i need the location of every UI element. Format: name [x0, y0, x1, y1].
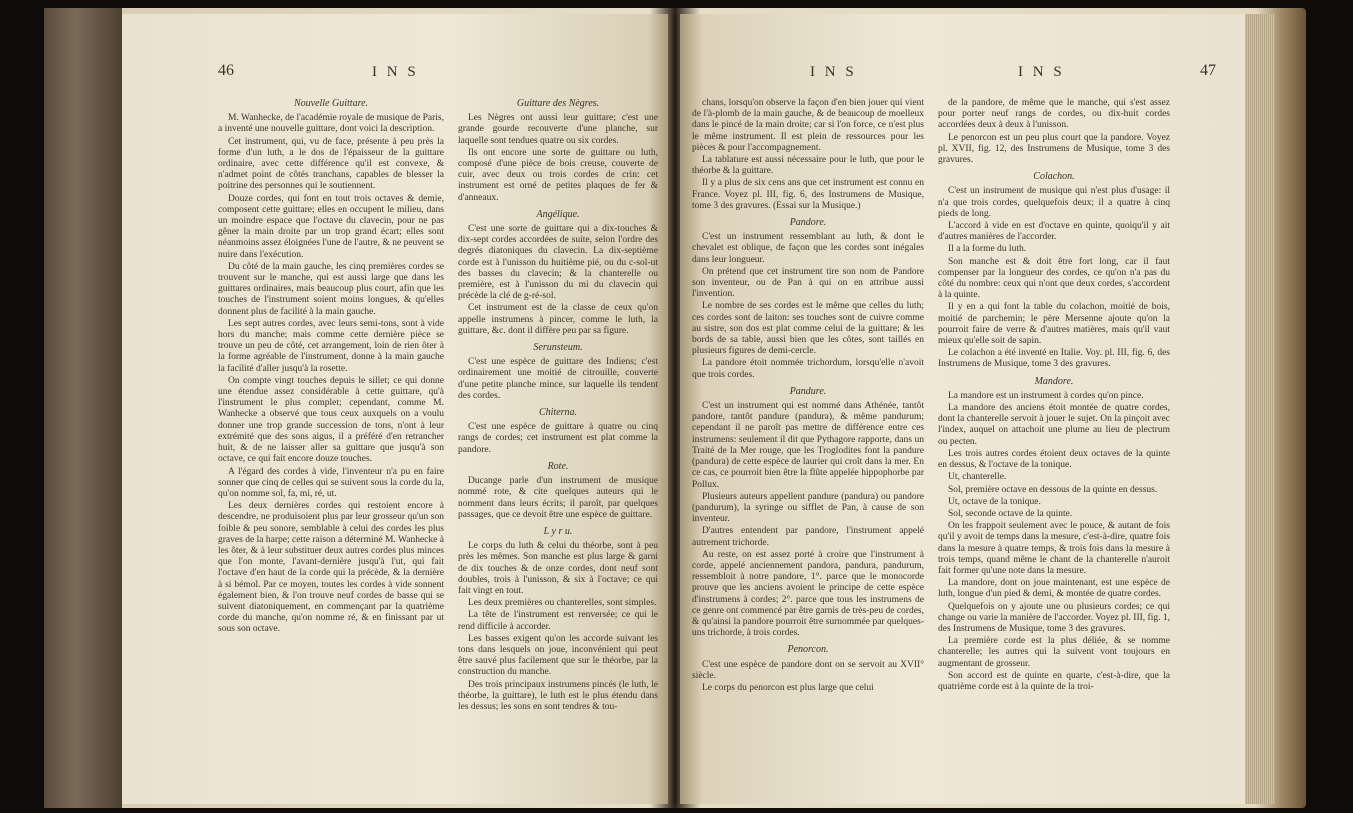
- paragraph: C'est un instrument ressemblant au luth, & dont le chevalet est oblique, de façon que les cordes sont inégales dans leur longueur.: [692, 232, 924, 265]
- paragraph: Les deux dernières cordes qui restoient encore à descendre, ne produisoient plus par leur grosseur qu'un son foible & peu sonore, semblable à celui des cordes les plus graves de la harpe; cette raison a déterminé M. Wanhecke à les ôter, & à leur substituer deux autres cordes plus minces que l'on monte, l'avant-dernière jusqu'à l'ut, qui fait l'octave d'en haut de la corde qui la précède, & la dernière à si bémol. Par ce moyen, toutes les cordes à vide sonnent également bien, & l'on trouve neuf cordes de basse qui se suivent diatoniquement, en commençant par la quatrième corde du manche, qu'on nomme ré, & en finissant par ut sous son octave.: [218, 501, 444, 635]
- paragraph: A l'égard des cordes à vide, l'inventeur n'a pu en faire sonner que cinq de celles qui se suivent sous la corde du la, qu'on nomme sol, fa, mi, ré, ut.: [218, 466, 444, 499]
- section-heading: Penorcon.: [787, 644, 829, 656]
- page-edges: [1245, 14, 1275, 804]
- paragraph: Sol, première octave en dessous de la quinte en dessus.: [948, 484, 1158, 495]
- paragraph: Le penorcon est un peu plus court que la pandore. Voyez pl. XVII, fig. 12, des Instrumens de Musique, tome 3 des gravures.: [938, 132, 1170, 166]
- paragraph: Plusieurs auteurs appellent pandure (pandura) ou pandore (pandurum), la syringe ou sifflet de Pan, à cause de son inventeur.: [692, 491, 924, 525]
- section-heading: Chiterna.: [538, 407, 578, 419]
- running-head-right-2: I N S: [1018, 64, 1065, 80]
- right-page-column-1: [692, 98, 924, 695]
- paragraph: Du côté de la main gauche, les cinq premières cordes se trouvent sur le manche, qui est aussi large que dans les guittares ordinaires, mais beaucoup plus court, afin que les touches de l'instrument soient moins longues, & qu'elles donnent plus de facilité à la main gauche.: [218, 261, 444, 317]
- paragraph: C'est une espèce de pandore dont on se servoit au XVII° siècle.: [692, 659, 924, 681]
- section-heading: Rote.: [547, 460, 569, 472]
- paragraph: Sol, seconde octave de la quinte.: [948, 508, 1073, 519]
- paragraph: Quelquefois on y ajoute une ou plusieurs cordes; ce qui change ou varie la manière de l'accorder. Voyez pl. III, fig. 1, des Instrumens de Musique, tome 3 des gravures.: [938, 601, 1170, 634]
- section-heading: Angélique.: [536, 208, 580, 220]
- paragraph: On prétend que cet instrument tire son nom de Pandore son inventeur, ou de Pan à qui on en attribue aussi l'invention.: [692, 266, 924, 300]
- paragraph: Les basses exigent qu'on les accorde suivant les tons dans lesquels on joue, inconvénient qui peut être sauvé plus facilement que sur le théorbe, par la construction du manche.: [458, 633, 658, 678]
- paragraph: On les frappoit seulement avec le pouce, & autant de fois qu'il y avoit de temps dans la mesure, c'est-à-dire, quatre fois dans la mesure à quatre temps, & trois fois dans la mesure à trois temps, quand même le chant de la chanterelle n'auroit fait former qu'une note dans la mesure.: [938, 521, 1170, 576]
- section-heading: Pandore.: [789, 217, 827, 229]
- paragraph: C'est un instrument de musique qui n'est plus d'usage: il n'a que trois cordes, quelquefois deux; il a quatre à cinq pieds de long.: [938, 186, 1170, 219]
- paragraph: Son accord est de quinte en quarte, c'est-à-dire, que la quatrième corde est à la quinte de la troi-: [938, 670, 1170, 692]
- section-heading: Nouvelle Guittare.: [293, 98, 369, 109]
- paragraph: La mandore est un instrument à cordes qu'on pince.: [948, 390, 1144, 401]
- paragraph: D'autres entendent par pandore, l'instrument appelé autrement trichorde.: [692, 526, 924, 548]
- paragraph: Les sept autres cordes, avec leurs semi-tons, sont à vide hors du manche; mais comme cette dernière pièce se trouve un peu de côté, cet arrangement, loin de rien ôter à la forme agréable de l'instrument, donne à la main gauche la facilité d'aller jusqu'à la rosette.: [218, 318, 444, 374]
- paragraph: C'est une sorte de guittare qui a dix-touches & dix-sept cordes accordées de suite, selon l'ordre des degrés diatoniques du clavecin. La dix-septième corde est à l'unisson du huitième pié, ou du c-sol-ut des basses du clavecin; & la chanterelle ou première, est à l'unisson du mi du clavecin qui précède la clé de g-ré-sol.: [458, 224, 658, 302]
- page-number-right: 47: [1200, 62, 1216, 79]
- paragraph: Au reste, on est assez porté à croire que l'instrument à corde, appelé anciennement pandora, pandura, pandurum, ressembloit à notre pandore, 1°. parce que le monocorde prouve que les anciens avoient le principe de cette espèce d'instrumens à cordes; 2°. parce que tous les instrumens de ce genre ont commencé par être garnis de très-peu de cordes, & qu'ainsi la pandore pourroit être surnommée par quelques-uns trichorde, à trois cordes.: [692, 549, 924, 639]
- paragraph: Le corps du penorcon est plus large que celui: [702, 682, 874, 693]
- left-page-column-2: [458, 98, 658, 714]
- paragraph: Les trois autres cordes étoient deux octaves de la quinte en dessus, & l'octave de la tonique.: [938, 448, 1170, 471]
- paragraph: Il a la forme du luth.: [948, 244, 1027, 255]
- section-heading: Serunsteum.: [533, 342, 583, 354]
- right-page: [680, 14, 1245, 804]
- paragraph: Ut, octave de la tonique.: [948, 496, 1041, 507]
- section-heading: Mandore.: [1034, 375, 1074, 387]
- paragraph: C'est un instrument qui est nommé dans Athénée, tantôt pandore, tantôt pandure (pandura), & même pandurum; cependant il ne paroît pas mettre de différence entre ces instrumens: seulement il dit que Pythagore rapporte, dans un Traité de la Mer rouge, que les Troglodites font la pandure (pandura) de cette espèce de laurier qui croît dans la mer. En ce cas, ce pourroit bien être la flûte appelée hippophorbe par Pollux.: [692, 401, 924, 490]
- paragraph: M. Wanhecke, de l'académie royale de musique de Paris, a inventé une nouvelle guittare, dont voici la description.: [218, 113, 444, 135]
- running-head-left: I N S: [372, 64, 419, 80]
- paragraph: Il y en a qui font la table du colachon, moitié de bois, moitié de parchemin; le père Mersenne ajoute qu'on la pourroit faire de verre & d'autres matières, mais qu'il vaut mieux qu'elle soit de sapin.: [938, 302, 1170, 347]
- paragraph: Ducange parle d'un instrument de musique nommé rote, & cite quelques auteurs qui le nomment dans leurs écrits; il paroît, par quelques passages, que ce devoit être une espèce de guittare.: [458, 476, 658, 520]
- paragraph: Le colachon a été inventé en Italie. Voy. pl. III, fig. 6, des Instrumens de Musique, tome 3 des gravures.: [938, 348, 1170, 370]
- paragraph: Cet instrument, qui, vu de face, présente à peu près la forme d'un luth, a le dos de l'épaisseur de la guittare ordinaire, avec cette différence qu'il est convexe, & n'admet point de côtés tranchans, capables de blesser la poitrine des personnes qui le soutiennent.: [218, 136, 444, 192]
- paragraph: Les deux premières ou chanterelles, sont simples.: [468, 598, 657, 609]
- paragraph: Son manche est & doit être fort long, car il faut compenser par la longueur des cordes, ce qu'on n'a pas du côté du nombre: ceux qui n'ont que deux cordes, s'accordent à la quinte.: [938, 256, 1170, 301]
- paragraph: C'est une espèce de guittare à quatre ou cinq rangs de cordes; cet instrument est plat comme la pandore.: [458, 422, 658, 455]
- paragraph: chans, lorsqu'on observe la façon d'en bien jouer qui vient de l'à-plomb de la main gauche, & de beaucoup de moelleux dans le pincé de la main droite; car si l'on force, ce n'est plus le même instrument. Il est plein de ressources pour les pièces & pour l'accompagnement.: [692, 98, 924, 153]
- paragraph: La mandore des anciens étoit montée de quatre cordes, dont la chanterelle servoit à jouer le sujet. On la pinçoit avec l'index, auquel on attachoit une plume au lieu de plectrum ou pecten.: [938, 403, 1170, 447]
- paragraph: Il y a plus de six cens ans que cet instrument est connu en France. Voyez pl. III, fig. 6, des Instrumens de Musique, tome 3 des gravures. (Essai sur la Musique.): [692, 178, 924, 211]
- left-page-column-1: [218, 98, 444, 637]
- section-heading: Pandure.: [789, 385, 827, 397]
- section-heading: L y r u.: [543, 525, 573, 537]
- paragraph: Douze cordes, qui font en tout trois octaves & demie, composent cette guittare; elles en occupent le milieu, dans un moindre espace que l'octave du clavecin, pour ne pas gêner la main droite par un trop grand écart; elles sont néanmoins assez éloignées l'une de l'autre, & ne peuvent se nuire dans l'exécution.: [218, 193, 444, 260]
- paragraph: On compte vingt touches depuis le sillet; ce qui donne une étendue assez considérable à cette guittare, qu'à l'instrument le plus complet; cependant, comme M. Wanhecke a observé que tous ceux auxquels on a voulu donner une trop grande succession de tons, n'ont à leur extrémité que des sons aigus, il a préféré d'en retrancher huit, & de ne laisser aller sa guittare que jusqu'à son octave, ce qui fait encore douze touches.: [218, 375, 444, 465]
- paragraph: Les Nègres ont aussi leur guittare; c'est une grande gourde recouverte d'une planche, sur laquelle sont tendues quatre ou six cordes.: [458, 113, 658, 146]
- book-cover-left: [44, 8, 122, 808]
- paragraph: L'accord à vide en est d'octave en quinte, quoiqu'il y ait d'autres manières de l'accorder.: [938, 221, 1170, 243]
- paragraph: Cet instrument est de la classe de ceux qu'on appelle instrumens à pincer, comme le luth, la guittare, &c. dont il diffère peu par sa figure.: [458, 303, 658, 336]
- page-number-left: 46: [218, 62, 234, 79]
- paragraph: La première corde est la plus déliée, & se nomme chanterelle; les autres qui la suivent vont toujours en augmentant de grosseur.: [938, 636, 1170, 669]
- paragraph: de la pandore, de même que le manche, qui s'est assez pour porter neuf rangs de cordes, ou dix-huit cordes accordées deux à deux à l'unisson.: [938, 98, 1170, 131]
- paragraph: C'est une espèce de guittare des Indiens; c'est ordinairement une moitié de citrouille, couverte d'une petite planche mince, sur laquelle ils tendent des cordes.: [458, 357, 658, 401]
- paragraph: La tablature est aussi nécessaire pour le luth, que pour le théorbe & la guittare.: [692, 155, 924, 177]
- paragraph: Des trois principaux instrumens pincés (le luth, le théorbe, la guittare), le luth est le plus étendu dans les dessus; les sons en sont tendres & tou-: [458, 679, 658, 712]
- paragraph: Le nombre de ses cordes est le même que celles du luth; ces cordes sont de laiton: ses touches sont de cuivre comme au sistre, son dos est plat comme celui de la guittare; & les bords de sa table, aussi bien que les côtes, sont taillés en plusieurs figures de demi-cercle.: [692, 301, 924, 357]
- left-page: [122, 14, 670, 804]
- paragraph: Ut, chanterelle.: [948, 472, 1007, 483]
- paragraph: Le corps du luth & celui du théorbe, sont à peu près les mêmes. Son manche est plus large & garni de dix touches & de onze cordes, dont neuf sont doubles, trois à l'unisson, & six à l'octave; ce qui fait vingt en tout.: [458, 541, 658, 596]
- paragraph: La tête de l'instrument est renversée; ce qui le rend difficile à accorder.: [458, 610, 658, 632]
- running-head-right-1: I N S: [810, 64, 857, 80]
- right-page-column-2: [938, 98, 1170, 694]
- paragraph: La pandore étoit nommée trichordum, lorsqu'elle n'avoit que trois cordes.: [692, 358, 924, 380]
- section-heading: Guittare des Nègres.: [516, 98, 600, 109]
- paragraph: La mandore, dont on joue maintenant, est une espèce de luth, longue d'un pied & demi, & montée de quatre cordes.: [938, 578, 1170, 600]
- section-heading: Colachon.: [1033, 171, 1075, 183]
- paragraph: Ils ont encore une sorte de guittare ou luth, composé d'une pièce de bois creuse, couverte de cuir, avec deux ou trois cordes de crin: cet instrument est orné de petites plaques de fer & d'anneaux.: [458, 147, 658, 203]
